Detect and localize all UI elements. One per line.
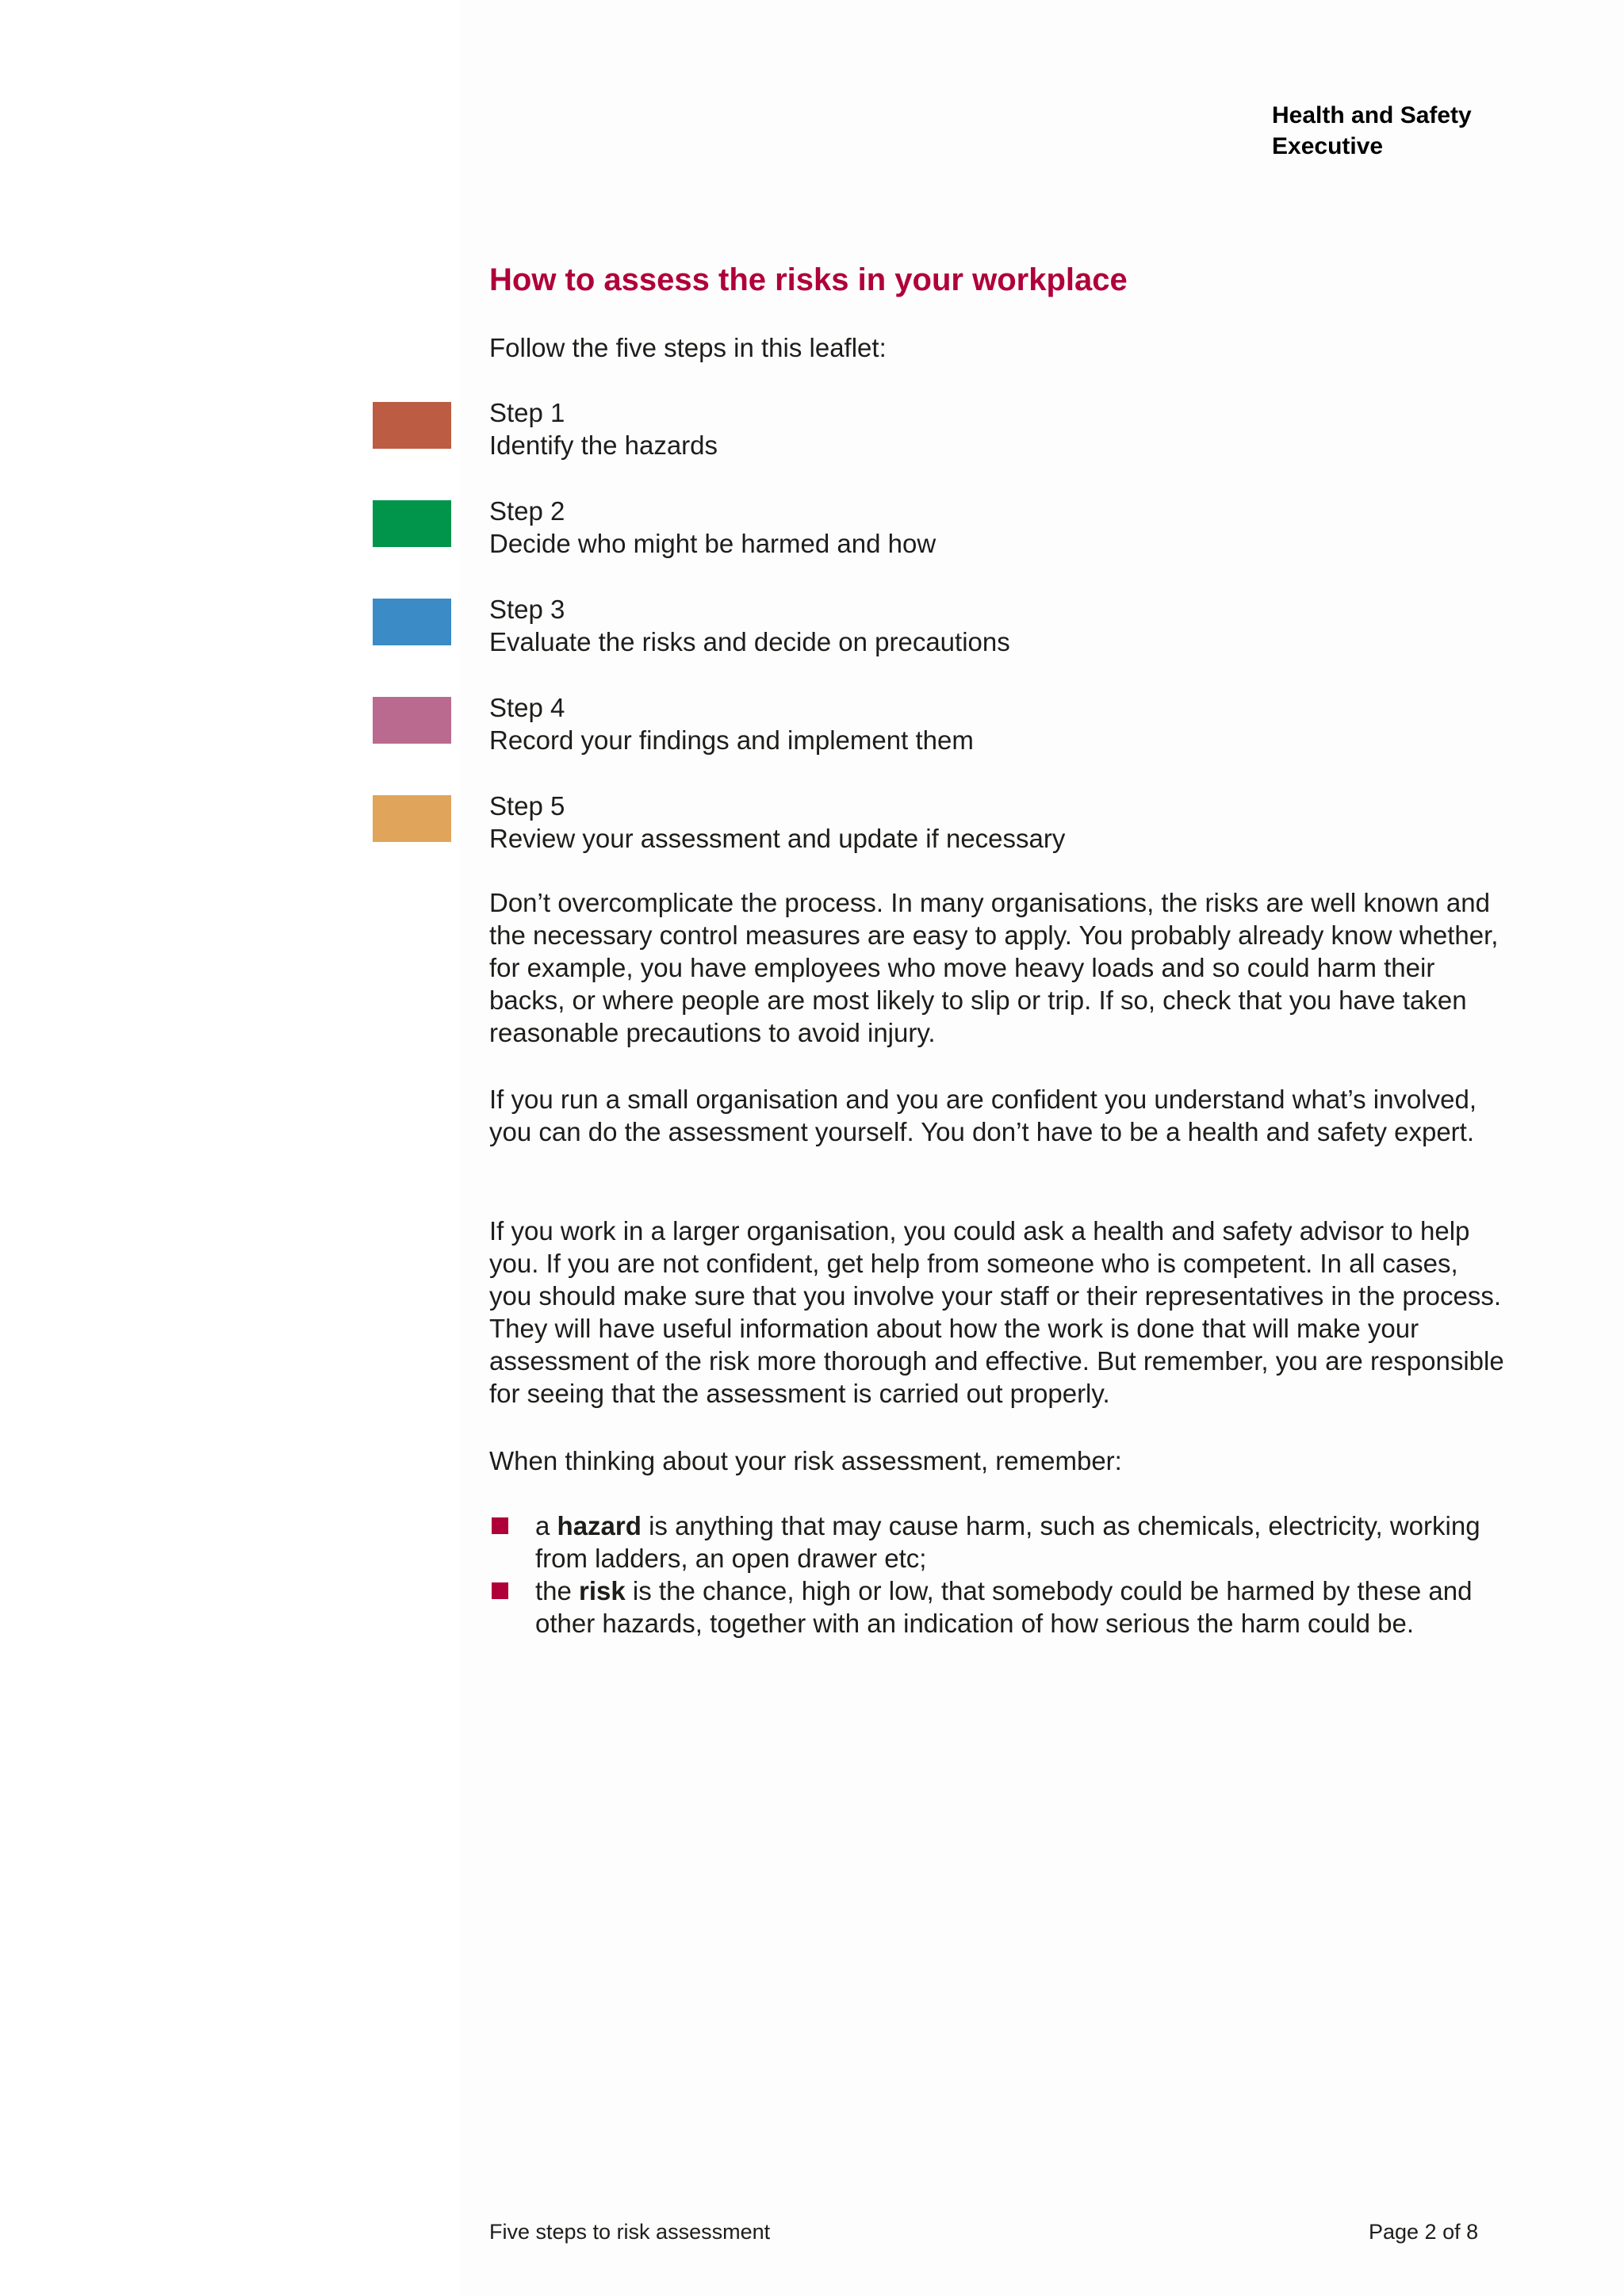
step-2-text <box>489 495 936 560</box>
step-1-label: Identify the hazards <box>489 430 718 460</box>
step-4-label: Record your findings and implement them <box>489 725 974 755</box>
step-4-text <box>489 691 974 756</box>
step-1-text <box>489 396 718 461</box>
intro-text: Follow the five steps in this leaflet: <box>489 333 887 362</box>
bullet-hazard-prefix: a <box>535 1511 557 1540</box>
paragraph-larger-organisation: If you work in a larger organisation, you could ask a health and safety advisor to help you. If you are not confident, get help from someone who is competent. In all cases, you should make sure that you involve your staff or their representatives in the process. They will have useful information about how the work is done that will make your assessment of the risk more thorough and effective. But remember, you are responsible for seeing that the assessment is carried out properly. <box>489 1216 1504 1408</box>
step-3-text <box>489 593 1010 658</box>
step-5-text <box>489 790 1065 855</box>
paragraph-small-organisation: If you run a small organisation and you are confident you understand what’s involved, you can do the assessment yourself. You don’t have to be a health and safety expert. <box>489 1085 1477 1146</box>
definitions-list <box>489 1510 1520 1640</box>
step-item-3 <box>0 593 1624 660</box>
step-item-5 <box>0 790 1624 856</box>
organisation-name <box>1272 100 1472 162</box>
step-3-color-swatch <box>373 599 451 645</box>
bullet-risk-text: is the chance, high or low, that somebody could be harmed by these and other hazards, together with an indication of how serious the harm could be. <box>535 1576 1473 1638</box>
step-5-label: Review your assessment and update if necessary <box>489 824 1066 853</box>
step-item-2 <box>0 495 1624 561</box>
step-item-1 <box>0 396 1624 463</box>
step-3-label: Evaluate the risks and decide on precautions <box>489 627 1010 656</box>
page-title: How to assess the risks in your workplace <box>489 262 1128 297</box>
bullet-square-icon <box>492 1582 508 1599</box>
organisation-name-line2: Executive <box>1272 133 1384 159</box>
step-2-color-swatch <box>373 500 451 547</box>
list-item-risk <box>489 1575 1520 1640</box>
paragraph-remember: When thinking about your risk assessment, remember: <box>489 1446 1122 1475</box>
step-1-number: Step 1 <box>489 398 565 427</box>
paragraph-overcomplicate: Don’t overcomplicate the process. In many organisations, the risks are well known and the necessary control measures are easy to apply. You probably already know whether, for example, you have employees who move heavy loads and so could harm their backs, or where people are most likely to slip or trip. If so, check that you have taken reasonable precautions to avoid injury. <box>489 888 1499 1047</box>
step-4-number: Step 4 <box>489 693 565 722</box>
step-3-number: Step 3 <box>489 595 565 624</box>
bullet-risk-prefix: the <box>535 1576 580 1605</box>
footer-page-number: Page 2 of 8 <box>1369 2220 1479 2244</box>
term-hazard: hazard <box>557 1511 642 1540</box>
bullet-hazard-text: is anything that may cause harm, such as chemicals, electricity, working from ladders, an open drawer etc; <box>535 1511 1480 1573</box>
step-2-number: Step 2 <box>489 496 565 526</box>
term-risk: risk <box>579 1576 626 1605</box>
step-5-number: Step 5 <box>489 791 565 821</box>
bullet-square-icon <box>492 1517 508 1534</box>
step-2-label: Decide who might be harmed and how <box>489 529 936 558</box>
step-item-4 <box>0 691 1624 758</box>
step-1-color-swatch <box>373 402 451 449</box>
step-4-color-swatch <box>373 697 451 744</box>
list-item-hazard <box>489 1510 1520 1575</box>
organisation-name-line1: Health and Safety <box>1272 102 1472 128</box>
step-5-color-swatch <box>373 795 451 842</box>
footer-document-title: Five steps to risk assessment <box>489 2220 771 2244</box>
